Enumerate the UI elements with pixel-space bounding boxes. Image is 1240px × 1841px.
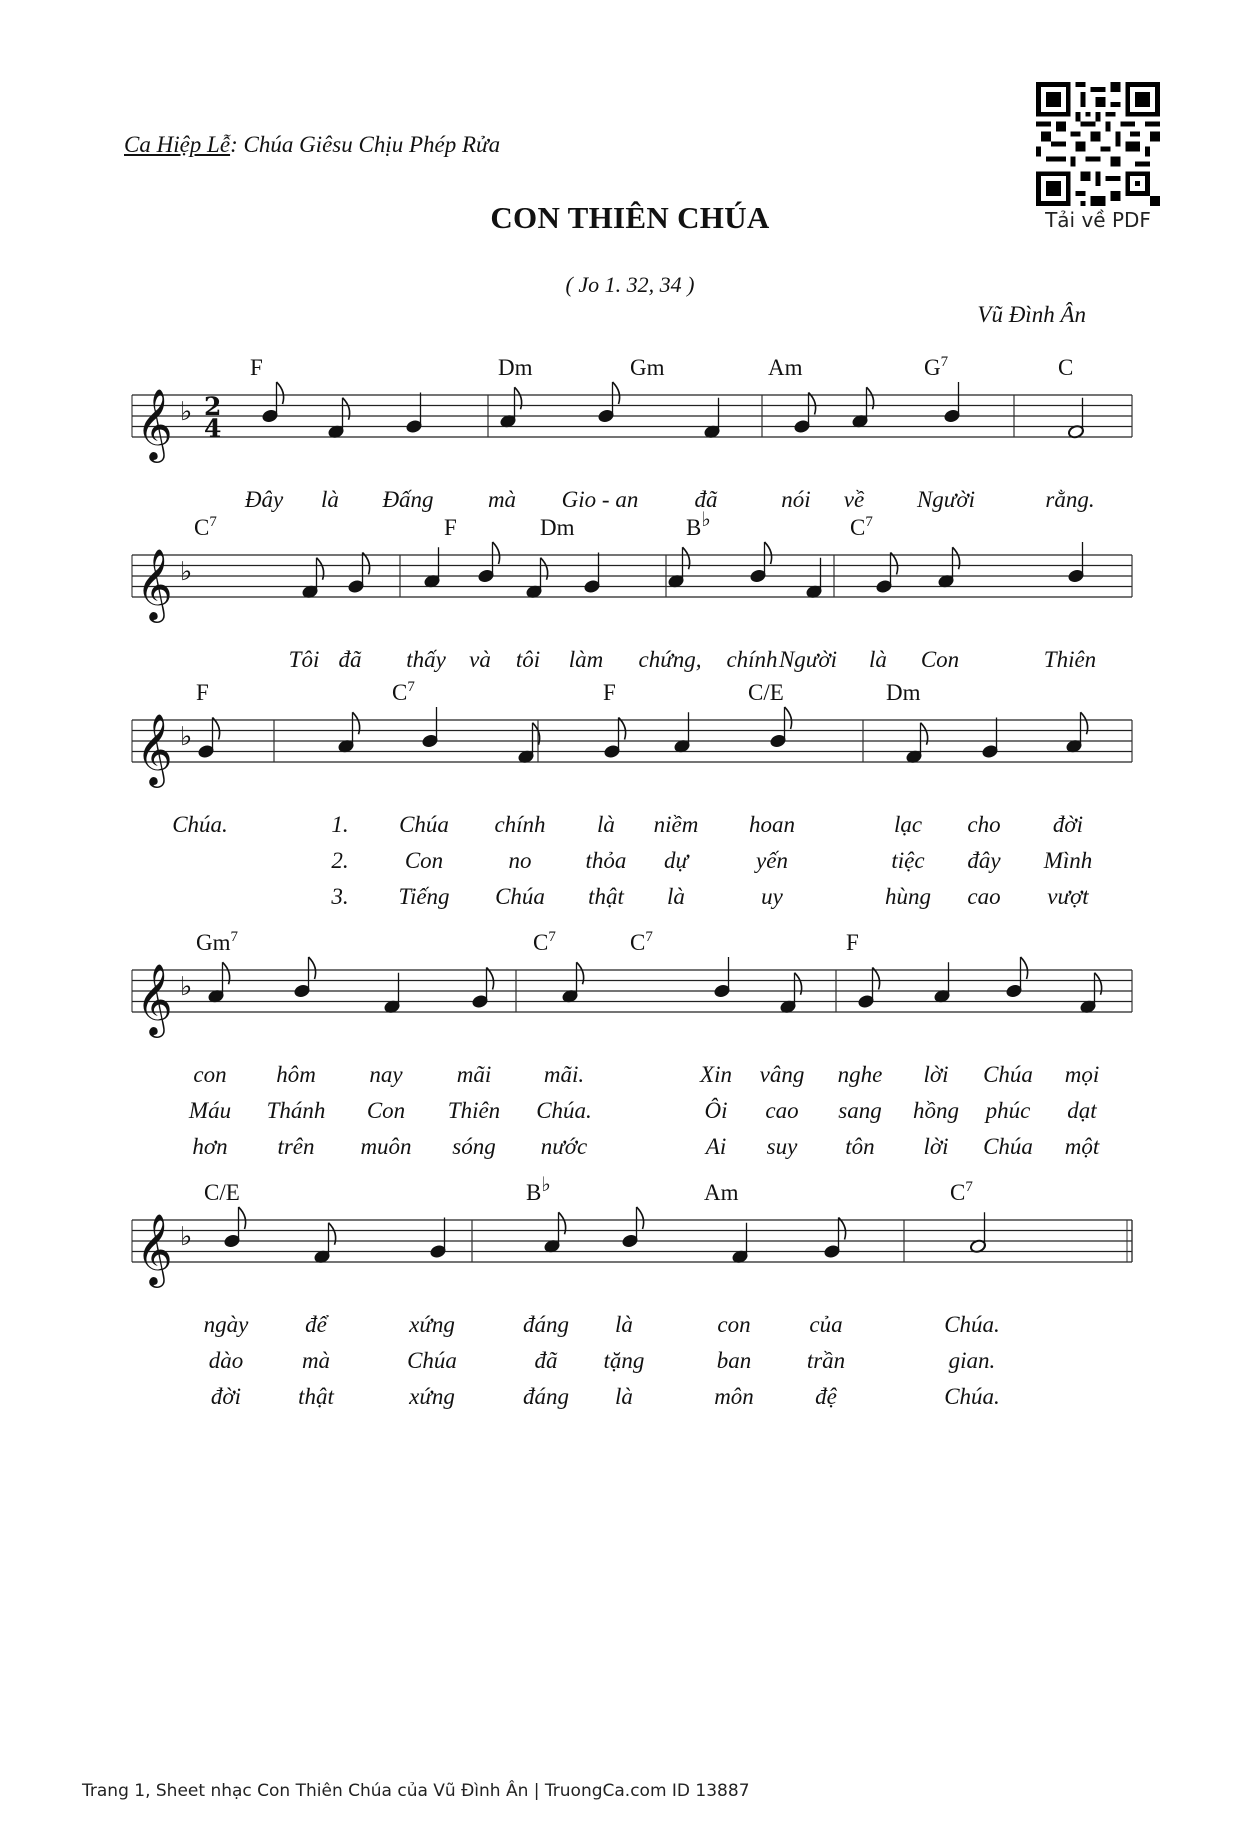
chord-symbol: B♭	[526, 1174, 551, 1205]
lyric-syllable: là	[667, 884, 685, 909]
lyric-syllable: sóng	[452, 1134, 496, 1159]
treble-clef-icon: 𝄞	[136, 962, 173, 1035]
lyric-syllable: thật	[588, 884, 624, 909]
lyric-syllable: đây	[967, 848, 1001, 873]
lyric-syllable: Chúa	[495, 884, 545, 909]
staff-system	[132, 929, 1132, 1159]
lyric-syllable: xứng	[409, 1384, 455, 1409]
treble-clef-icon: 𝄞	[136, 387, 173, 460]
chord-symbol: $C^7$	[950, 1179, 973, 1205]
lyric-syllable: niềm	[653, 812, 699, 837]
lyric-syllable: Đấng	[382, 487, 434, 512]
lyric-syllable: hôm	[276, 1062, 316, 1087]
lyric-syllable: xứng	[409, 1312, 455, 1337]
lyric-syllable: Con	[920, 647, 960, 672]
lyric-syllable: ban	[716, 1348, 752, 1373]
lyric-syllable: dạt	[1067, 1098, 1097, 1123]
chord-symbol: $C^7$	[630, 929, 653, 955]
chord-symbol: F	[196, 680, 209, 705]
lyric-syllable: đời	[210, 1384, 242, 1409]
scripture-reference: ( Jo 1. 32, 34 )	[565, 272, 695, 297]
lyric-syllable: mọi	[1064, 1062, 1100, 1087]
flat-key-icon: ♭	[180, 1222, 193, 1252]
lyric-syllable: Đây	[244, 487, 284, 512]
flat-key-icon: ♭	[180, 557, 193, 587]
lyric-syllable: Xin	[700, 1062, 732, 1087]
lyric-syllable: dào	[208, 1348, 244, 1373]
lyric-syllable: hơn	[192, 1134, 228, 1159]
lyric-syllable: 1.	[331, 812, 349, 837]
chord-symbol: Dm	[886, 680, 921, 705]
chord-symbol: C/E	[204, 1180, 240, 1205]
lyric-syllable: trần	[806, 1348, 846, 1373]
lyric-syllable: đáng	[523, 1312, 569, 1337]
lyric-syllable: vâng	[759, 1062, 805, 1087]
lyric-syllable: rằng.	[1045, 487, 1095, 512]
chord-symbol: Am	[768, 355, 803, 380]
composer-name: Vũ Đình Ân	[977, 302, 1086, 327]
lyric-syllable: về	[843, 487, 865, 512]
lyric-syllable: đã	[534, 1348, 558, 1373]
page-footer: Trang 1, Sheet nhạc Con Thiên Chúa của Vũ Đình Ân | TruongCa.com ID 13887	[82, 1781, 750, 1801]
lyric-syllable: chính	[494, 812, 546, 837]
lyric-syllable: con	[193, 1062, 227, 1087]
lyric-syllable: tôi	[515, 647, 541, 672]
lyric-syllable: ngày	[203, 1312, 249, 1337]
lyric-syllable: để	[305, 1312, 327, 1337]
lyric-syllable: Chúa.	[536, 1098, 592, 1123]
chord-symbol: C	[1058, 355, 1074, 380]
lyric-syllable: là	[615, 1312, 633, 1337]
lyric-syllable: Ai	[705, 1134, 727, 1159]
svg-text:4: 4	[204, 414, 222, 443]
chord-symbol: B♭	[686, 509, 711, 540]
occasion-subtitle: Ca Hiệp Lễ: Chúa Giêsu Chịu Phép Rửa	[124, 132, 501, 157]
lyric-syllable: suy	[766, 1134, 798, 1159]
lyric-syllable: nói	[781, 487, 811, 512]
lyric-syllable: Máu	[188, 1098, 232, 1123]
download-pdf-link[interactable]: Tải về PDF	[1045, 208, 1151, 232]
lyric-syllable: tôn	[845, 1134, 875, 1159]
lyric-syllable: cho	[967, 812, 1001, 837]
lyric-syllable: Chúa.	[172, 812, 228, 837]
lyric-syllable: Con	[366, 1098, 406, 1123]
lyric-syllable: phúc	[985, 1098, 1031, 1123]
lyric-syllable: đáng	[523, 1384, 569, 1409]
chord-symbol: $C^7$	[194, 514, 217, 540]
staff-system	[132, 679, 1132, 909]
lyric-syllable: hoan	[749, 812, 795, 837]
lyric-syllable: thấy	[406, 647, 446, 672]
lyric-syllable: mà	[487, 487, 517, 512]
chord-symbol: $C^7$	[850, 514, 873, 540]
lyric-syllable: Chúa.	[944, 1312, 1000, 1337]
flat-key-icon: ♭	[180, 972, 193, 1002]
lyric-syllable: đã	[338, 647, 362, 672]
lyric-syllable: Mình	[1043, 848, 1093, 873]
lyric-syllable: trên	[277, 1134, 315, 1159]
lyric-syllable: làm	[568, 647, 604, 672]
lyric-syllable: Gio - an	[561, 487, 639, 512]
chord-symbol: Dm	[498, 355, 533, 380]
lyric-syllable: con	[717, 1312, 751, 1337]
lyric-syllable: là	[615, 1384, 633, 1409]
lyric-syllable: lạc	[893, 812, 923, 837]
lyric-syllable: yến	[756, 848, 788, 873]
lyric-syllable: tặng	[603, 1348, 645, 1373]
chord-symbol: Dm	[540, 515, 575, 540]
flat-key-icon: ♭	[180, 397, 193, 427]
chord-symbol: Am	[704, 1180, 739, 1205]
chord-symbol: $C^7$	[533, 929, 556, 955]
lyric-syllable: lời	[923, 1134, 949, 1159]
treble-clef-icon: 𝄞	[136, 547, 173, 620]
chord-symbol: $G^7$	[924, 354, 949, 380]
lyric-syllable: dự	[663, 848, 689, 873]
lyric-syllable: Người	[778, 647, 838, 672]
occasion-name: Chúa Giêsu Chịu Phép Rửa	[237, 132, 501, 157]
lyric-syllable: Tôi	[288, 647, 320, 672]
lyric-syllable: Chúa.	[944, 1384, 1000, 1409]
lyric-syllable: vượt	[1047, 884, 1089, 909]
flat-key-icon: ♭	[180, 722, 193, 752]
chord-symbol: $C^7$	[392, 679, 415, 705]
time-signature: 2	[204, 392, 222, 421]
lyric-syllable: Chúa	[399, 812, 449, 837]
lyric-syllable: uy	[761, 884, 783, 909]
lyric-syllable: Ôi	[704, 1098, 728, 1123]
chord-symbol: F	[603, 680, 616, 705]
lyric-syllable: Chúa	[983, 1134, 1033, 1159]
treble-clef-icon: 𝄞	[136, 1212, 173, 1285]
lyric-syllable: đã	[694, 487, 718, 512]
lyric-syllable: 3.	[331, 884, 349, 909]
staff-system	[132, 509, 1132, 672]
lyric-syllable: gian.	[948, 1348, 996, 1373]
lyric-syllable: nước	[540, 1134, 588, 1159]
lyric-syllable: Thánh	[266, 1098, 326, 1123]
chord-symbol: Gm$^7$	[196, 929, 238, 955]
lyric-syllable: Con	[404, 848, 444, 873]
lyric-syllable: tiệc	[891, 848, 925, 873]
chord-symbol: F	[250, 355, 263, 380]
chord-symbol: Gm	[630, 355, 665, 380]
lyric-syllable: cao	[967, 884, 1001, 909]
lyric-syllable: Tiếng	[398, 884, 450, 909]
lyric-syllable: no	[508, 848, 532, 873]
lyric-syllable: chính	[726, 647, 778, 672]
lyric-syllable: của	[809, 1312, 843, 1337]
lyric-syllable: thỏa	[585, 848, 627, 873]
lyric-syllable: Thiên	[447, 1098, 501, 1123]
song-title: CON THIÊN CHÚA	[490, 200, 770, 235]
lyric-syllable: một	[1064, 1134, 1100, 1159]
staff-system	[132, 354, 1132, 512]
lyric-syllable: Chúa	[407, 1348, 457, 1373]
lyric-syllable: mãi	[456, 1062, 492, 1087]
lyric-syllable: là	[869, 647, 887, 672]
lyric-syllable: mà	[301, 1348, 331, 1373]
chord-symbol: F	[444, 515, 457, 540]
lyric-syllable: thật	[298, 1384, 334, 1409]
lyric-syllable: mãi.	[543, 1062, 585, 1087]
lyric-syllable: cao	[765, 1098, 799, 1123]
chord-symbol: F	[846, 930, 859, 955]
lyric-syllable: là	[321, 487, 339, 512]
lyric-syllable: lời	[923, 1062, 949, 1087]
lyric-syllable: chứng,	[638, 647, 702, 672]
lyric-syllable: muôn	[360, 1134, 412, 1159]
lyric-syllable: môn	[714, 1384, 754, 1409]
lyric-syllable: Thiên	[1043, 647, 1097, 672]
lyric-syllable: sang	[838, 1098, 882, 1123]
lyric-syllable: hùng	[885, 884, 931, 909]
staff-system	[132, 1174, 1132, 1409]
lyric-syllable: và	[469, 647, 491, 672]
lyric-syllable: 2.	[331, 848, 349, 873]
lyric-syllable: hồng	[913, 1098, 959, 1123]
lyric-syllable: nay	[369, 1062, 403, 1087]
lyric-syllable: nghe	[837, 1062, 883, 1087]
lyric-syllable: Chúa	[983, 1062, 1033, 1087]
category-label: Ca Hiệp Lễ	[124, 132, 231, 157]
lyric-syllable: Người	[916, 487, 976, 512]
lyric-syllable: là	[597, 812, 615, 837]
chord-symbol: C/E	[748, 680, 784, 705]
treble-clef-icon: 𝄞	[136, 712, 173, 785]
lyric-syllable: đệ	[815, 1384, 837, 1409]
lyric-syllable: đời	[1052, 812, 1084, 837]
